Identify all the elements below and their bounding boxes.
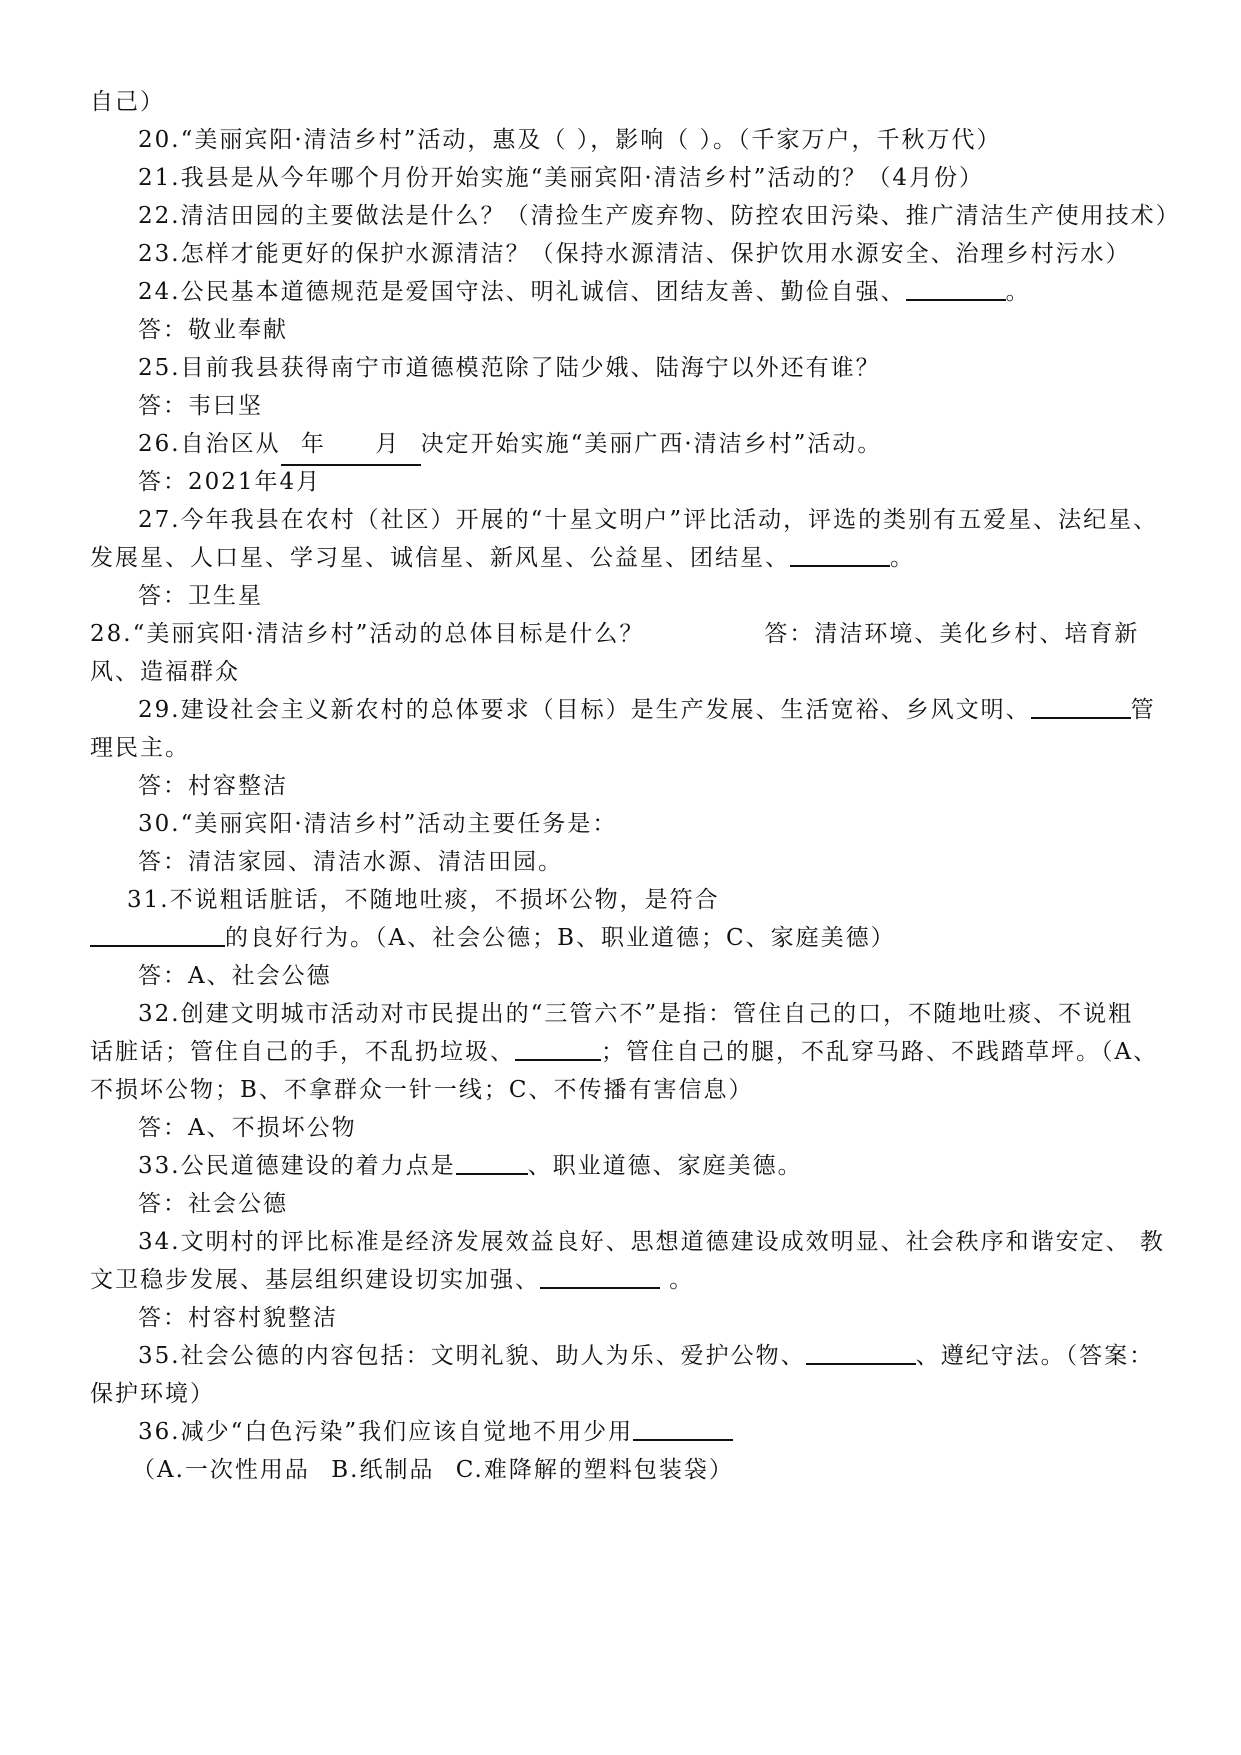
question-35: 35.社会公德的内容包括：文明礼貌、助人为乐、爱护公物、 、遵纪守法。（答案： (138, 1336, 1170, 1376)
answer-29: 答：村容整洁 (138, 773, 288, 799)
question-32-cont: 话脏话；管住自己的手，不乱扔垃圾、 ；管住自己的腿，不乱穿马路、不践踏草坪。（A、 (90, 1032, 1170, 1072)
answer-blank (456, 1149, 528, 1175)
answer-blank (906, 275, 1006, 301)
question-36: 36.减少“白色污染”我们应该自觉地不用少用 (138, 1412, 1170, 1452)
answer-32: 答：A、不损坏公物 (138, 1115, 357, 1141)
question-22: 22.清洁田园的主要做法是什么？（清捡生产废弃物、防控农田污染、推广清洁生产使用技术） (138, 203, 1181, 229)
answer-27: 答：卫生星 (138, 583, 263, 609)
answer-25: 答：韦曰坚 (138, 393, 263, 419)
answer-33: 答：社会公德 (138, 1191, 288, 1217)
answer-blank (90, 921, 225, 947)
question-24: 24.公民基本道德规范是爱国守法、明礼诚信、团结友善、勤俭自强、 。 (138, 272, 1170, 312)
question-31-cont: 的良好行为。（A、社会公德；B、职业道德；C、家庭美德） (90, 918, 1170, 958)
underlined-date-blank: 年 月 (281, 424, 421, 466)
question-32: 32.创建文明城市活动对市民提出的“三管六不”是指：管住自己的口，不随地吐痰、不说粗 (138, 1001, 1134, 1027)
question-20: 20.“美丽宾阳·清洁乡村”活动，惠及（ ），影响（ ）。（千家万户，千秋万代） (138, 127, 1002, 153)
question-27: 27.今年我县在农村（社区）开展的“十星文明户”评比活动，评选的类别有五爱星、法纪星、 (138, 507, 1159, 533)
answer-26: 答：2021年4月 (138, 469, 322, 495)
question-31: 31.不说粗话脏话，不随地吐痰，不损坏公物，是符合 (127, 887, 720, 913)
answer-30: 答：清洁家园、清洁水源、清洁田园。 (138, 849, 563, 875)
answer-31: 答：A、社会公德 (138, 963, 332, 989)
question-23: 23.怎样才能更好的保护水源清洁？（保持水源清洁、保护饮用水源安全、治理乡村污水） (138, 241, 1131, 267)
question-33: 33.公民道德建设的着力点是 、职业道德、家庭美德。 (138, 1146, 1170, 1186)
text-line: 自己） (90, 89, 165, 115)
question-21: 21.我县是从今年哪个月份开始实施“美丽宾阳·清洁乡村”活动的？（4月份） (138, 165, 985, 191)
answer-blank (790, 541, 890, 567)
question-28: 28.“美丽宾阳·清洁乡村”活动的总体目标是什么？ 答：清洁环境、美化乡村、培育新 (90, 621, 1140, 647)
question-34-cont: 文卫稳步发展、基层组织建设切实加强、 。 (90, 1260, 1170, 1300)
question-35-cont: 保护环境） (90, 1381, 215, 1407)
answer-28-cont: 风、造福群众 (90, 659, 240, 685)
answer-blank (633, 1415, 733, 1441)
question-29-cont: 理民主。 (90, 735, 190, 761)
answer-24: 答：敬业奉献 (138, 317, 288, 343)
question-36-options: （A.一次性用品 B.纸制品 C.难降解的塑料包装袋） (132, 1457, 734, 1483)
answer-blank (540, 1263, 660, 1289)
question-25: 25.目前我县获得南宁市道德模范除了陆少娥、陆海宁以外还有谁？ (138, 355, 881, 381)
question-32-cont: 不损坏公物；B、不拿群众一针一线；C、不传播有害信息） (90, 1077, 754, 1103)
question-29: 29.建设社会主义新农村的总体要求（目标）是生产发展、生活宽裕、乡风文明、 管 (138, 690, 1170, 730)
question-30: 30.“美丽宾阳·清洁乡村”活动主要任务是： (138, 811, 618, 837)
question-34: 34.文明村的评比标准是经济发展效益良好、思想道德建设成效明显、社会秩序和谐安定、 教 (138, 1229, 1165, 1255)
question-26: 26.自治区从 年 月 决定开始实施“美丽广西·清洁乡村”活动。 (138, 424, 1170, 464)
answer-blank (1031, 693, 1131, 719)
answer-blank (806, 1339, 916, 1365)
question-27-cont: 发展星、人口星、学习星、诚信星、新风星、公益星、团结星、 。 (90, 538, 1170, 578)
answer-34: 答：村容村貌整洁 (138, 1305, 338, 1331)
answer-blank (515, 1035, 601, 1061)
